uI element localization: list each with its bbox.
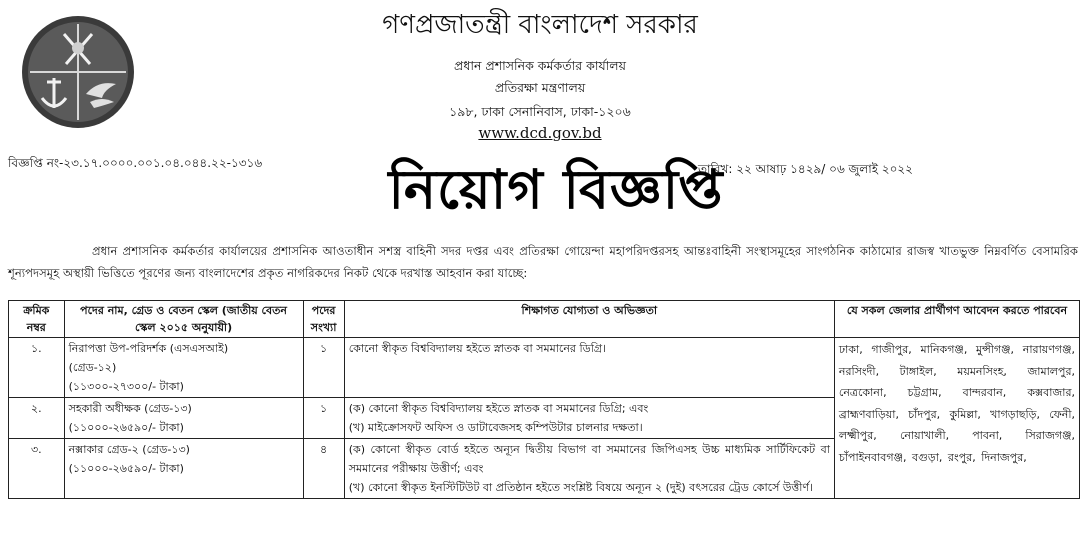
post-name-line: নক্সাকার গ্রেড-২ (গ্রেড-১৩) [68, 443, 190, 456]
row-post-name [64, 439, 303, 499]
header-post-name: পদের নাম, গ্রেড ও বেতন স্কেল (জাতীয় বেতন স্কেল ২০১৫ অনুযায়ী) [64, 301, 303, 338]
government-title: গণপ্রজাতন্ত্রী বাংলাদেশ সরকার [382, 10, 698, 40]
intro-paragraph: প্রধান প্রশাসনিক কর্মকর্তার কার্যালয়ের প্রশাসনিক আওতাধীন সশস্ত্র বাহিনী সদর দপ্তর এবং প্রতিরক্ষা গোয়েন্দা মহাপরিদপ্তরসহ আন্তঃবাহিনী সংস্থাসমূহের সাংগঠনিক কাঠামোর রাজস্ব খাতভুক্ত নিম্নবর্ণিত বেসামরিক শূন্যপদসমূহ অস্থায়ী ভিত্তিতে পূরণের জন্য বাংলাদেশের প্রকৃত নাগরিকদের নিকট থেকে দরখাস্ত আহবান করা যাচ্ছে: [8, 244, 1078, 280]
header-qualification: শিক্ষাগত যোগ্যতা ও অভিজ্ঞতা [344, 301, 834, 338]
notice-date: তারিখ: ২২ আষাঢ় ১৪২৯/ ০৬ জুলাই ২০২২ [698, 162, 913, 176]
website-link[interactable]: www.dcd.gov.bd [478, 124, 602, 142]
row-post-count: ১ [303, 338, 344, 398]
post-name-line: সহকারী অধীক্ষক (গ্রেড-১৩) [68, 402, 192, 415]
post-grade-line: (গ্রেড-১২) [68, 361, 117, 374]
row-post-count: ৪ [303, 439, 344, 499]
row-serial: ১. [9, 338, 65, 398]
table-row [9, 338, 1080, 398]
row-serial: ২. [9, 398, 65, 439]
qualification-line: (খ) কোনো স্বীকৃত ইনস্টিটিউট বা প্রতিষ্ঠান হইতে সংশ্লিষ্ট বিষয়ে অন্যূন ২ (দুই) বৎসরের ট্রেড কোর্সে উত্তীর্ণ। [348, 481, 814, 494]
post-scale-line: (১১০০০-২৬৫৯০/- টাকা) [68, 462, 184, 475]
row-post-count: ১ [303, 398, 344, 439]
qualification-line: কোনো স্বীকৃত বিশ্ববিদ্যালয় হইতে স্নাতক বা সমমানের ডিগ্রি। [348, 342, 607, 355]
row-post-name [64, 398, 303, 439]
notice-title: নিয়োগ বিজ্ঞপ্তি [388, 158, 724, 221]
post-scale-line: (১১০০০-২৬৫৯০/- টাকা) [68, 421, 184, 434]
vacancy-table [8, 300, 1080, 499]
qualification-line: (খ) মাইক্রোসফট অফিস ও ডাটাবেজসহ কম্পিউটার চালনার দক্ষতা। [348, 421, 643, 434]
post-name-line: নিরাপত্তা উপ-পরিদর্শক (এসএসআই) [68, 342, 229, 355]
ministry-name: প্রতিরক্ষা মন্ত্রণালয় [494, 80, 586, 95]
row-post-name [64, 338, 303, 398]
header-districts: যে সকল জেলার প্রার্থীগণ আবেদন করতে পারবেন [834, 301, 1079, 338]
eligible-districts: ঢাকা, গাজীপুর, মানিকগঞ্জ, মুন্সীগঞ্জ, নারায়ণগঞ্জ, নরসিংদী, টাঙ্গাইল, ময়মনসিংহ, জামালপুর, নেত্রকোনা, চট্টগ্রাম, বান্দরবান, কক্সবাজার, ব্রাহ্মণবাড়িয়া, চাঁদপুর, কুমিল্লা, খাগড়াছড়ি, ফেনী, লক্ষ্মীপুর, নোয়াখালী, পাবনা, সিরাজগঞ্জ, চাঁপাইনবাবগঞ্জ, বগুড়া, রংপুর, দিনাজপুর, [834, 338, 1079, 499]
office-address: ১৯৮, ঢাকা সেনানিবাস, ঢাকা-১২০৬ [449, 104, 631, 119]
memo-number: বিজ্ঞপ্তি নং-২৩.১৭.০০০০.০০১.০৪.০৪৪.২২-১৩১৬ [8, 156, 263, 170]
qualification-line: (ক) কোনো স্বীকৃত বিশ্ববিদ্যালয় হইতে স্নাতক বা সমমানের ডিগ্রি; এবং [348, 402, 649, 415]
header-post-count: পদের সংখ্যা [303, 301, 344, 338]
table-header-row [9, 301, 1080, 338]
header-serial: ক্রমিক নম্বর [9, 301, 65, 338]
row-serial: ৩. [9, 439, 65, 499]
qualification-line: (ক) কোনো স্বীকৃত বোর্ড হইতে অন্যূন দ্বিতীয় বিভাগ বা সমমানের জিপিএসহ উচ্চ মাধ্যমিক সার্টিফিকেট বা সমমানের পরীক্ষায় উত্তীর্ণ; এবং [348, 443, 830, 475]
row-qualification [344, 398, 834, 439]
office-name: প্রধান প্রশাসনিক কর্মকর্তার কার্যালয় [454, 58, 626, 73]
armed-forces-emblem-icon [20, 14, 136, 130]
post-scale-line: (১১৩০০-২৭৩০০/- টাকা) [68, 380, 184, 393]
row-qualification [344, 338, 834, 398]
row-qualification [344, 439, 834, 499]
